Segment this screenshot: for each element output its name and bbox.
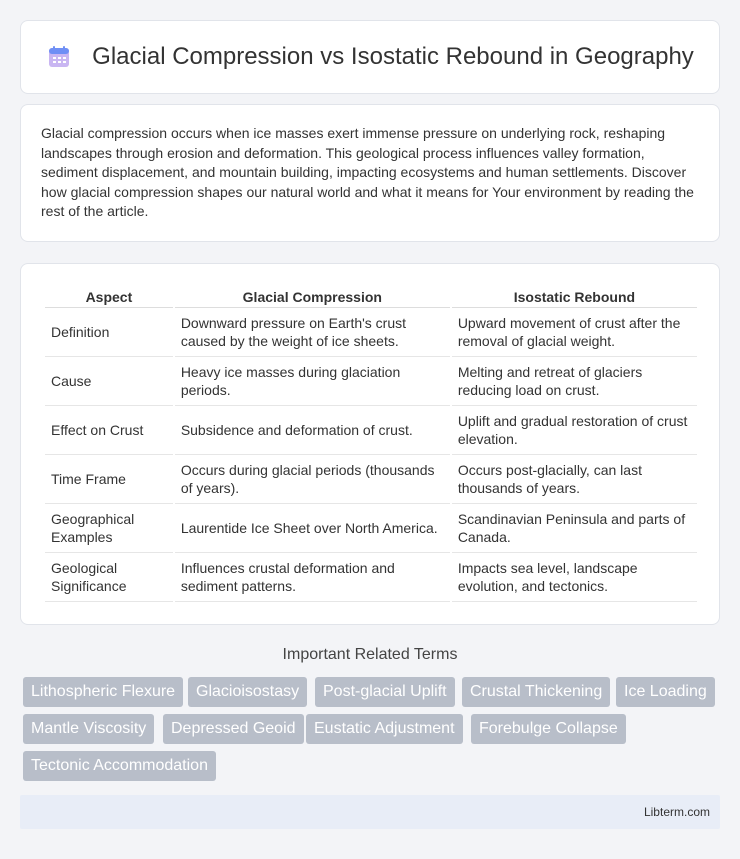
isostatic-rebound-cell: Melting and retreat of glaciers reducing load on crust. (452, 357, 697, 406)
aspect-cell: Effect on Crust (45, 406, 173, 455)
related-term-tag[interactable]: Depressed Geoid (163, 714, 304, 744)
title-card (20, 20, 720, 94)
isostatic-rebound-cell: Impacts sea level, landscape evolution, and tectonics. (452, 553, 697, 602)
glacial-compression-cell: Occurs during glacial periods (thousands of years). (175, 455, 450, 504)
related-terms-title: Important Related Terms (282, 646, 458, 663)
column-header-aspect: Aspect (45, 284, 173, 308)
related-term-tag[interactable]: Mantle Viscosity (23, 714, 154, 744)
glacial-compression-cell: Downward pressure on Earth's crust caused by the weight of ice sheets. (175, 308, 450, 357)
glacial-compression-cell: Heavy ice masses during glaciation periods. (175, 357, 450, 406)
isostatic-rebound-cell: Occurs post-glacially, can last thousands of years. (452, 455, 697, 504)
aspect-cell: Geological Significance (45, 553, 173, 602)
comparison-card (20, 263, 720, 625)
footer (20, 795, 720, 829)
related-term-tag[interactable]: Eustatic Adjustment (306, 714, 463, 744)
table-row (45, 406, 697, 455)
related-term-tag[interactable]: Crustal Thickening (462, 677, 610, 707)
glacial-compression-cell: Subsidence and deformation of crust. (175, 406, 450, 455)
related-term-tag[interactable]: Tectonic Accommodation (23, 751, 216, 781)
calendar-grid-icon (46, 44, 72, 70)
aspect-cell: Cause (45, 357, 173, 406)
aspect-cell: Definition (45, 308, 173, 357)
column-header-isostatic-rebound: Isostatic Rebound (452, 284, 697, 308)
table-row (45, 308, 697, 357)
table-header-row (45, 284, 697, 308)
table-row (45, 357, 697, 406)
aspect-cell: Geographical Examples (45, 504, 173, 553)
isostatic-rebound-cell: Upward movement of crust after the removal of glacial weight. (452, 308, 697, 357)
glacial-compression-cell: Influences crustal deformation and sediment patterns. (175, 553, 450, 602)
related-term-tag[interactable]: Glacioisostasy (188, 677, 307, 707)
column-header-glacial-compression: Glacial Compression (175, 284, 450, 308)
table-row (45, 455, 697, 504)
intro-paragraph: Glacial compression occurs when ice masses exert immense pressure on underlying rock, reshaping landscapes through erosion and deformation. This geological process influences valley formation, sediment displacement, and mountain building, impacting ecosystems and human settlements. Discover how glacial compression shapes our natural world and what it means for Your environment by reading the rest of the article. (41, 125, 694, 219)
page-title: Glacial Compression vs Isostatic Rebound in Geography (92, 43, 694, 70)
related-term-tag[interactable]: Forebulge Collapse (471, 714, 626, 744)
isostatic-rebound-cell: Uplift and gradual restoration of crust elevation. (452, 406, 697, 455)
aspect-cell: Time Frame (45, 455, 173, 504)
related-term-tag[interactable]: Lithospheric Flexure (23, 677, 183, 707)
isostatic-rebound-cell: Scandinavian Peninsula and parts of Canada. (452, 504, 697, 553)
related-term-tag[interactable]: Post-glacial Uplift (315, 677, 455, 707)
table-row (45, 504, 697, 553)
comparison-table (43, 284, 699, 602)
footer-site-link[interactable]: Libterm.com (643, 805, 710, 819)
table-row (45, 553, 697, 602)
related-term-tag[interactable]: Ice Loading (616, 677, 715, 707)
intro-card (20, 104, 720, 242)
glacial-compression-cell: Laurentide Ice Sheet over North America. (175, 504, 450, 553)
